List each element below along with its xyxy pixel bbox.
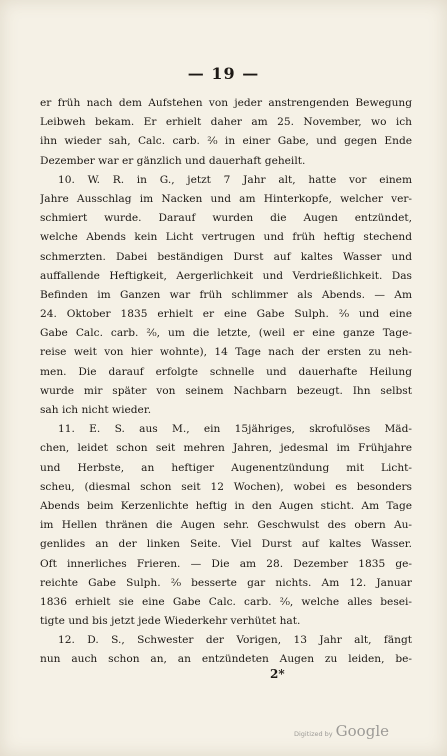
text-line: schmiert wurde. Darauf wurden die Augen entzündet, xyxy=(40,212,412,225)
digitization-watermark xyxy=(294,722,389,740)
signature-mark: 2* xyxy=(270,667,285,681)
text-line: tigte und bis jetzt jede Wiederkehr verhütet hat. xyxy=(40,615,301,628)
paragraph-start-12: 12. D. S., Schwester der Vorigen, 13 Jahr alt, fängt xyxy=(58,634,412,647)
text-line: Befinden im Ganzen war früh schlimmer als Abends. — Am xyxy=(40,288,412,301)
text-line: Gabe Calc. carb. ²⁄₀, um die letzte, (weil er eine ganze Tage- xyxy=(40,327,412,340)
body-text xyxy=(40,94,412,670)
text-line: reichte Gabe Sulph. ²⁄₀ besserte gar nichts. Am 12. Januar xyxy=(40,576,412,589)
text-line: nun auch schon an, an entzündeten Augen zu leiden, be- xyxy=(40,653,412,666)
text-line: chen, leidet schon seit mehren Jahren, jedesmal im Frühjahre xyxy=(40,442,412,455)
text-line: Jahre Ausschlag im Nacken und am Hinterkopfe, welcher ver- xyxy=(40,192,412,205)
paragraph-start-11: 11. E. S. aus M., ein 15jähriges, skrofulöses Mäd- xyxy=(58,423,412,436)
text-line: schmerzten. Dabei beständigen Durst auf kaltes Wasser und xyxy=(40,250,412,263)
text-line: welche Abends kein Licht vertrugen und früh heftig stechend xyxy=(40,231,412,244)
text-line: auffallende Heftigkeit, Aergerlichkeit und Verdrießlichkeit. Das xyxy=(40,269,412,282)
text-line: reise weit von hier wohnte), 14 Tage nach der ersten zu neh- xyxy=(40,346,412,359)
page-number: — 19 — xyxy=(187,64,260,83)
watermark-prefix: Digitized by xyxy=(293,730,333,738)
text-line: 24. Oktober 1835 erhielt er eine Gabe Sulph. ²⁄₀ und eine xyxy=(40,308,412,321)
text-line: 1836 erhielt sie eine Gabe Calc. carb. ²⁄₀, welche alles besei- xyxy=(40,595,412,608)
text-line: ihn wieder sah, Calc. carb. ²⁄₀ in einer Gabe, und gegen Ende xyxy=(40,135,412,148)
text-line: Oft innerliches Frieren. — Die am 28. Dezember 1835 ge- xyxy=(40,557,412,570)
text-line: und Herbste, an heftiger Augenentzündung mit Licht- xyxy=(40,461,412,474)
text-line: genlides an der linken Seite. Viel Durst auf kaltes Wasser. xyxy=(40,538,412,551)
text-line: Dezember war er gänzlich und dauerhaft geheilt. xyxy=(40,154,306,167)
text-line: Abends beim Kerzenlichte heftig in den Augen sticht. Am Tage xyxy=(40,499,412,512)
text-line: sah ich nicht wieder. xyxy=(40,404,152,416)
text-line: men. Die darauf erfolgte schnelle und dauerhafte Heilung xyxy=(40,365,412,378)
text-line: im Hellen thränen die Augen sehr. Geschwulst des obern Au- xyxy=(40,519,412,532)
text-line: scheu, (diesmal schon seit 12 Wochen), wobei es besonders xyxy=(40,480,412,493)
text-line: er früh nach dem Aufstehen von jeder anstrengenden Bewegung xyxy=(40,97,412,109)
google-logo: Google xyxy=(335,722,389,740)
text-line: Leibweh bekam. Er erhielt daher am 25. November, wo ich xyxy=(40,116,412,129)
text-line: wurde mir später von seinem Nachbarn bezeugt. Ihn selbst xyxy=(40,384,412,397)
paragraph-start-10: 10. W. R. in G., jetzt 7 Jahr alt, hatte vor einem xyxy=(58,173,412,186)
